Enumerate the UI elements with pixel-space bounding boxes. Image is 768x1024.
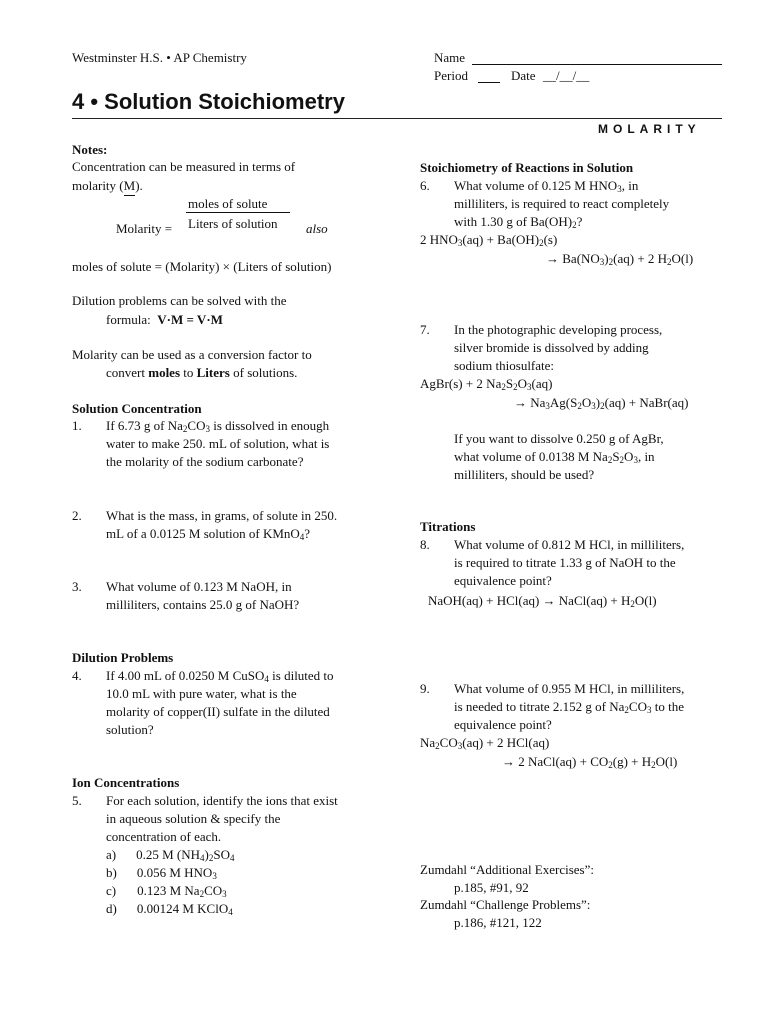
name-blank-line[interactable] <box>472 64 722 65</box>
q5-item-a: a) 0.25 M $(NH_4)_2SO_4$ <box>106 847 235 863</box>
reference-challenge-problems: Zumdahl “Challenge Problems”: <box>420 897 591 912</box>
q7-equation-products: → $Na_3Ag(S_2O_3)_2(aq)$ + NaBr(aq) <box>514 395 689 411</box>
fraction-bar <box>186 212 290 213</box>
conversion-note-2: convert moles to Liters of solutions. <box>106 365 298 380</box>
date-label: Date <box>511 68 536 83</box>
notes-line-1: Concentration can be measured in terms of <box>72 159 296 174</box>
q8-equation: NaOH(aq) + HCl(aq) → NaCl(aq) + $H_2O(l)$ <box>428 593 657 609</box>
period-blank-line[interactable] <box>478 82 500 83</box>
section-ion-concentrations: Ion Concentrations <box>72 775 180 790</box>
notes-heading: Notes: <box>72 142 108 157</box>
period-label: Period <box>434 68 468 83</box>
molarity-denominator: Liters of solution <box>188 216 278 231</box>
section-stoichiometry: Stoichiometry of Reactions in Solution <box>420 160 634 175</box>
molarity-label: Molarity = <box>116 221 173 236</box>
also-label: also <box>306 221 328 236</box>
q7-equation-reactants: AgBr(s) + 2 $Na_2S_2O_3(aq)$ <box>420 376 553 392</box>
dilution-note-2: formula: V·M = V·M <box>106 312 223 327</box>
page-title: 4 • Solution Stoichiometry <box>72 89 345 114</box>
school-course-label: Westminster H.S. • AP Chemistry <box>72 50 247 65</box>
reference-additional-pages: p.185, #91, 92 <box>454 880 529 895</box>
date-blank[interactable]: __/__/__ <box>543 68 590 83</box>
q5-item-b: b) 0.056 M $HNO_3$ <box>106 865 217 881</box>
name-label: Name <box>434 50 466 65</box>
q5-item-d: d) 0.00124 M KClO$_4$ <box>106 901 233 917</box>
reference-challenge-pages: p.186, #121, 122 <box>454 915 542 930</box>
section-solution-concentration: Solution Concentration <box>72 401 202 416</box>
reference-additional-exercises: Zumdahl “Additional Exercises”: <box>420 862 595 877</box>
section-dilution-problems: Dilution Problems <box>72 650 174 665</box>
q5-item-c: c) 0.123 M $Na_2CO_3$ <box>106 883 227 899</box>
q6-equation-products: → $Ba(NO_3)_2(aq) + 2$ $H_2O(l)$ <box>546 251 694 267</box>
q9-equation-products: → 2 NaCl(aq) + $CO_2(g) + H_2O(l)$ <box>502 754 678 770</box>
dilution-formula: V·M = V·M <box>157 312 223 327</box>
conversion-note-1: Molarity can be used as a conversion factor to <box>72 347 312 362</box>
topic-label: MOLARITY <box>598 122 701 136</box>
title-divider <box>72 118 722 119</box>
molarity-numerator: moles of solute <box>188 196 268 211</box>
q6-equation-reactants: 2 $HNO_3(aq) + Ba(OH)_2(s)$ <box>420 232 558 248</box>
moles-equation: moles of solute = (Molarity) × (Liters of solution) <box>72 259 332 274</box>
q9-equation-reactants: $Na_2CO_3(aq) + 2$ HCl(aq) <box>420 735 550 751</box>
notes-line-2: molarity (M). <box>72 177 143 196</box>
worksheet-page: Westminster H.S. • AP Chemistry Name Period Date __/__/__ 4 • Solution Stoichiometry MOLARITY Notes: Concentration can be measured in terms of molarity (M). moles of solute Liters of solution Molarity = also moles of solute = (Molarity) × (Liters of solution) Dilution problems can be solved with the formula: V·M = V·M Molarity can be used as a conversion factor to convert moles to Liters of solutions. Solution Concentration 1. If 6.73 g of $Na_2CO_3$ is dissolved in enough water to make 250. mL of solution, what is the molarity of the sodium carbonate? 2. What is the mass, in grams, of solute in 250. mL of a 0.0125 M solution of KMnO$_4$? 3. What volume of 0.123 M NaOH, in milliliters, contains 25.0 g of NaOH? Dilution Problems 4. If 4.00 mL of 0.0250 M CuSO$_4$ is diluted to 10.0 mL with pure water, what is the molarity of copper(II) sulfate in the diluted solution? Ion Concentrations 5. For each solution, identify the ions that exist in aqueous solution & specify the concentration of each. a) 0.25 M $(NH_4)_2SO_4$ b) 0.056 M $HNO_3$ c) 0.123 M $Na_2CO_3$ d) 0.00124 M KClO$_4$ Stoichiometry of Reactions in Solution 6. What volume of 0.125 M $HNO_3$, in milliliters, is required to react completely with 1.30 g of $Ba(OH)_2$? 2 $HNO_3(aq) + Ba(OH)_2(s)$ → $Ba(NO_3)_2(aq) + 2$ $H_2O(l)$ 7. In the photographic developing process, silver bromide is dissolved by adding sodium thiosulfate: AgBr(s) + 2 $Na_2S_2O_3(aq)$ → $Na_3Ag(S_2O_3)_2(aq)$ + NaBr(aq) If you want to dissolve 0.250 g of AgBr, what volume of 0.0138 M $Na_2S_2O_3$, in milliliters, should be used? Titrations 8. What volume of 0.812 M HCl, in milliliters, is required to titrate 1.33 g of NaOH to the equivalence point? NaOH(aq) + HCl(aq) → NaCl(aq) + $H_2O(l)$ 9. What volume of 0.955 M HCl, in milliliters, is needed to titrate 2.152 g of $Na_2CO_3$ to the equivalence point? $Na_2CO_3(aq) + 2$ HCl(aq) → 2 NaCl(aq) + $CO_2(g) + H_2O(l)$ Zumdahl “Additional Exercises”: p.185, #91, 92 Zumdahl “Challenge Problems”: p.186, #121, 122 <box>0 0 768 1024</box>
section-titrations: Titrations <box>420 519 476 534</box>
dilution-note-1: Dilution problems can be solved with the <box>72 293 287 308</box>
